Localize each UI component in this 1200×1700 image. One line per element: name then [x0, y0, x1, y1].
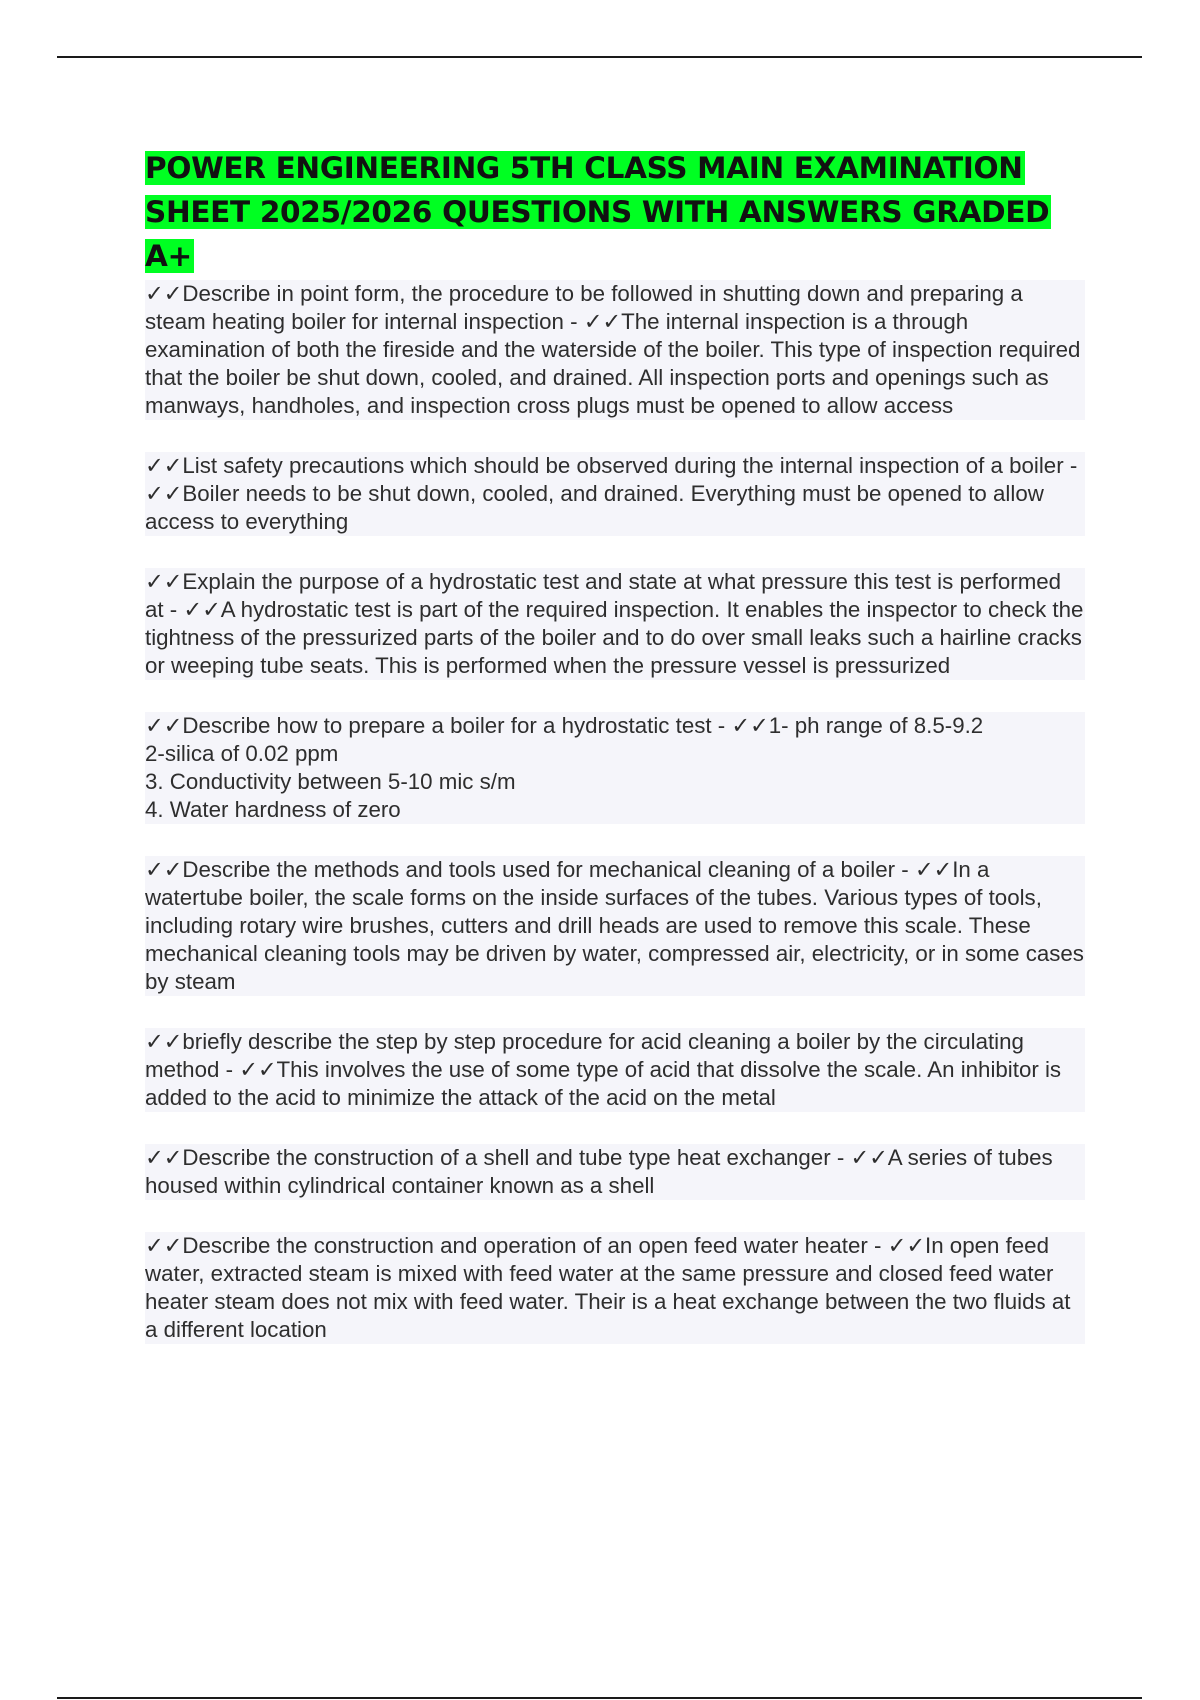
question-text: ✓✓Describe how to prepare a boiler for a hydrostatic test -: [145, 713, 732, 738]
document-body: [145, 146, 1085, 1376]
question-text: ✓✓briefly describe the step by step procedure for acid cleaning a boiler by the circulating method -: [145, 1029, 1024, 1082]
answer-text: ✓✓A hydrostatic test is part of the required inspection. It enables the inspector to check the tightness of the pressurized parts of the boiler and to do over small leaks such a hairline cracks or weeping tube seats. This is performed when the pressure vessel is pressurized: [145, 597, 1084, 678]
title-highlight: POWER ENGINEERING 5TH CLASS MAIN EXAMINATION SHEET 2025/2026 QUESTIONS WITH ANSWERS GRADED A+: [145, 151, 1050, 273]
question-text: ✓✓Describe the methods and tools used for mechanical cleaning of a boiler -: [145, 857, 915, 882]
qa-item: [145, 1232, 1085, 1344]
question-text: ✓✓Explain the purpose of a hydrostatic test and state at what pressure this test is performed at -: [145, 569, 1062, 622]
answer-text: ✓✓In a watertube boiler, the scale forms on the inside surfaces of the tubes. Various types of tools, including rotary wire brushes, cutters and drill heads are used to remove this scale. These mechanical cleaning tools may be driven by water, compressed air, electricity, or in some cases by steam: [145, 857, 1084, 994]
header-rule: [57, 56, 1142, 58]
qa-item: [145, 568, 1085, 680]
document-title: [145, 146, 1085, 278]
question-text: ✓✓Describe in point form, the procedure to be followed in shutting down and preparing a steam heating boiler for internal inspection -: [145, 281, 1023, 334]
answer-text: ✓✓Boiler needs to be shut down, cooled, and drained. Everything must be opened to allow access to everything: [145, 481, 1044, 534]
qa-item: [145, 1144, 1085, 1200]
qa-item: [145, 280, 1085, 420]
qa-item: [145, 712, 1085, 824]
qa-item: [145, 856, 1085, 996]
answer-text: ✓✓The internal inspection is a through examination of both the fireside and the waterside of the boiler. This type of inspection required that the boiler be shut down, cooled, and drained. All inspection ports and openings such as manways, handholes, and inspection cross plugs must be opened to allow access: [145, 309, 1081, 418]
answer-text: ✓✓A series of tubes housed within cylindrical container known as a shell: [145, 1145, 1053, 1198]
question-text: ✓✓Describe the construction and operation of an open feed water heater -: [145, 1233, 888, 1258]
qa-item: [145, 1028, 1085, 1112]
answer-text: ✓✓In open feed water, extracted steam is mixed with feed water at the same pressure and closed feed water heater steam does not mix with feed water. Their is a heat exchange between the two fluids at a different location: [145, 1233, 1071, 1342]
answer-text: ✓✓1- ph range of 8.5-9.2 2-silica of 0.02 ppm 3. Conductivity between 5-10 mic s/m 4. Water hardness of zero: [145, 713, 984, 822]
question-text: ✓✓Describe the construction of a shell and tube type heat exchanger -: [145, 1145, 851, 1170]
footer-rule: [57, 1697, 1142, 1699]
answer-text: ✓✓This involves the use of some type of acid that dissolve the scale. An inhibitor is added to the acid to minimize the attack of the acid on the metal: [145, 1057, 1062, 1110]
question-text: ✓✓List safety precautions which should be observed during the internal inspection of a boiler -: [145, 453, 1078, 478]
qa-item: [145, 452, 1085, 536]
